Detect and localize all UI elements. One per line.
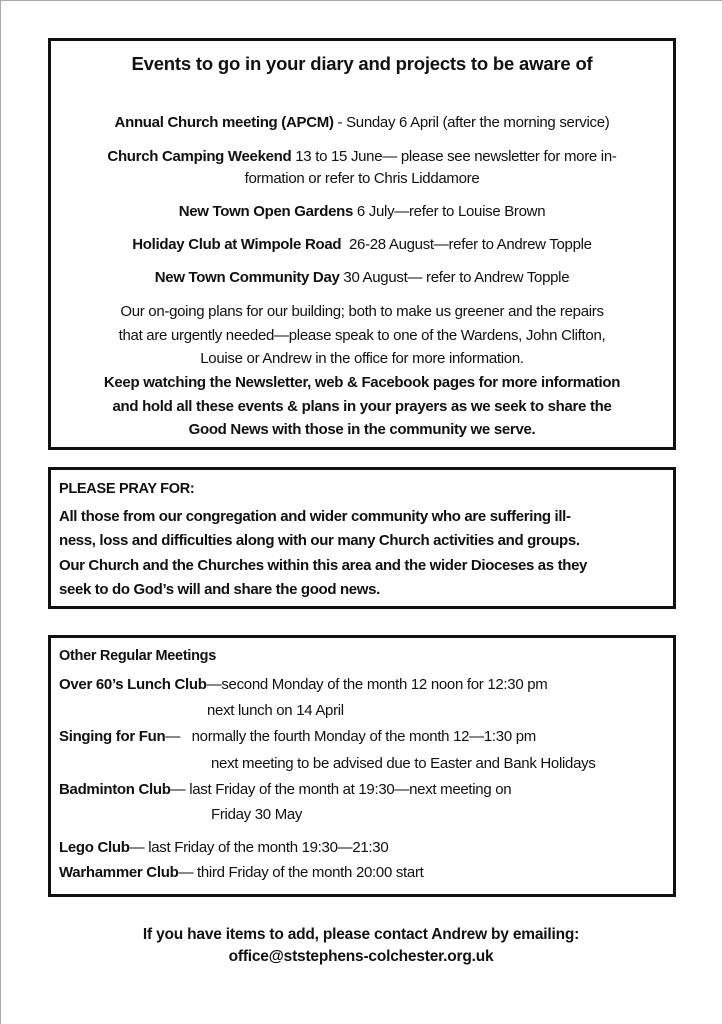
event-holiday-club bbox=[59, 234, 665, 256]
footer-contact-text: If you have items to add, please contact Andrew by emailing: bbox=[142, 926, 580, 943]
meetings-title: Other Regular Meetings bbox=[59, 648, 216, 664]
prayer-line: Our Church and the Churches within this area and the wider Dioceses as they bbox=[59, 556, 588, 574]
prayer-box bbox=[48, 467, 676, 609]
prayer-title: PLEASE PRAY FOR: bbox=[59, 481, 195, 497]
event-name: Holiday Club at Wimpole Road bbox=[132, 236, 342, 253]
event-name: New Town Community Day bbox=[154, 269, 340, 286]
paragraph-line: Good News with those in the community we serve. bbox=[188, 421, 536, 438]
meeting-detail: — third Friday of the month 20:00 start bbox=[178, 864, 424, 881]
meeting-badminton bbox=[59, 779, 511, 801]
meeting-detail: — last Friday of the month at 19:30—next meeting on bbox=[170, 781, 512, 798]
meeting-badminton-next: Friday 30 May bbox=[211, 806, 303, 823]
event-name: Annual Church meeting (APCM) bbox=[114, 114, 334, 131]
event-detail-cont: formation or refer to Chris Liddamore bbox=[244, 170, 480, 187]
meeting-name: Badminton Club bbox=[59, 781, 171, 798]
paragraph-line: that are urgently needed—please speak to one of the Wardens, John Clifton, bbox=[118, 326, 606, 344]
paragraph-line: Our on-going plans for our building; both to make us greener and the repairs bbox=[120, 303, 604, 320]
prayer-line: seek to do God’s will and share the good news. bbox=[59, 580, 380, 598]
page-edge-top bbox=[0, 0, 722, 1]
event-detail: 13 to 15 June— please see newsletter for more in- bbox=[291, 148, 617, 165]
event-community-day bbox=[59, 267, 665, 289]
prayer-body bbox=[59, 505, 665, 602]
meeting-detail: — normally the fourth Monday of the month 12—1:30 pm bbox=[165, 728, 536, 745]
event-detail: 6 July—refer to Louise Brown bbox=[353, 203, 546, 220]
events-title: Events to go in your diary and projects to be aware of bbox=[131, 53, 593, 74]
event-name: Church Camping Weekend bbox=[107, 148, 292, 165]
paragraph-line: Keep watching the Newsletter, web & Facebook pages for more information bbox=[103, 374, 621, 391]
prayer-line: ness, loss and difficulties along with our many Church activities and groups. bbox=[59, 532, 580, 550]
page-edge-left bbox=[0, 0, 1, 1024]
footer-email-link[interactable]: office@ststephens-colchester.org.uk bbox=[228, 948, 494, 965]
meeting-name: Over 60’s Lunch Club bbox=[59, 676, 207, 693]
regular-meetings-box bbox=[48, 635, 676, 897]
meeting-singing bbox=[59, 726, 536, 748]
meeting-singing-next: next meeting to be advised due to Easter and Bank Holidays bbox=[211, 755, 596, 772]
meeting-name: Warhammer Club bbox=[59, 864, 179, 881]
meeting-lego bbox=[59, 837, 388, 859]
building-plans-paragraph bbox=[59, 300, 665, 371]
meeting-name: Lego Club bbox=[59, 839, 130, 856]
closing-paragraph bbox=[59, 371, 665, 442]
event-camping bbox=[59, 146, 665, 190]
events-box bbox=[48, 38, 676, 450]
prayer-line: All those from our congregation and wider community who are suffering ill- bbox=[59, 508, 571, 525]
event-apcm bbox=[59, 112, 665, 134]
event-detail: 30 August— refer to Andrew Topple bbox=[339, 269, 570, 286]
event-name: New Town Open Gardens bbox=[178, 203, 354, 220]
event-detail: - Sunday 6 April (after the morning service) bbox=[333, 114, 610, 131]
paragraph-line: and hold all these events & plans in your prayers as we seek to share the bbox=[112, 397, 612, 415]
meeting-lunch-club bbox=[59, 674, 547, 696]
event-open-gardens bbox=[59, 201, 665, 223]
meeting-detail: — last Friday of the month 19:30—21:30 bbox=[129, 839, 389, 856]
meeting-detail: —second Monday of the month 12 noon for 12:30 pm bbox=[206, 676, 548, 693]
meeting-name: Singing for Fun bbox=[59, 728, 166, 745]
paragraph-line: Louise or Andrew in the office for more information. bbox=[200, 350, 524, 367]
meeting-lunch-club-next: next lunch on 14 April bbox=[207, 702, 344, 719]
meeting-warhammer bbox=[59, 862, 424, 884]
event-detail: 26-28 August—refer to Andrew Topple bbox=[341, 236, 592, 253]
